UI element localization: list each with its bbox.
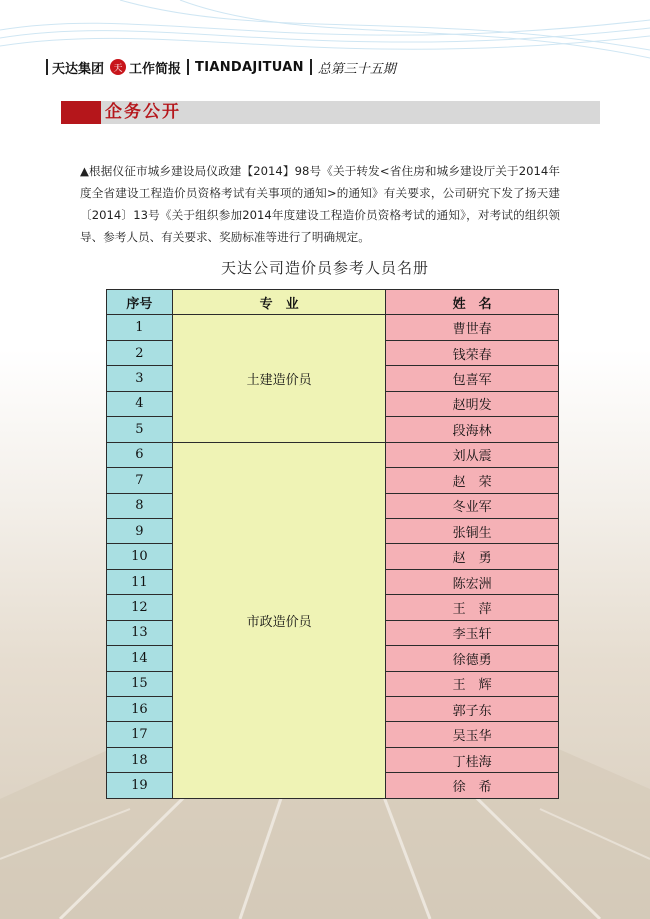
row-number: 15 xyxy=(107,671,173,696)
row-number: 2 xyxy=(107,340,173,365)
person-name: 王 辉 xyxy=(386,671,559,696)
section-heading-bar xyxy=(61,101,600,124)
person-name: 包喜军 xyxy=(386,366,559,391)
issue-number: 总第三十五期 xyxy=(317,61,396,77)
row-number: 14 xyxy=(107,646,173,671)
person-name: 徐 希 xyxy=(386,773,559,798)
header-no: 序号 xyxy=(107,290,173,315)
person-name: 赵 荣 xyxy=(386,468,559,493)
person-name: 赵 勇 xyxy=(386,544,559,569)
group-name: 天达集团 xyxy=(52,61,105,77)
table-row xyxy=(107,442,559,467)
table-header-row xyxy=(107,290,559,315)
row-number: 13 xyxy=(107,620,173,645)
major-group: 市政造价员 xyxy=(172,442,386,798)
section-title: 企务公开 xyxy=(105,102,181,122)
section-accent-block xyxy=(61,101,101,124)
person-name: 郭子东 xyxy=(386,697,559,722)
table-row xyxy=(107,315,559,340)
row-number: 9 xyxy=(107,518,173,543)
roster-table xyxy=(106,289,559,799)
person-name: 冬业军 xyxy=(386,493,559,518)
person-name: 丁桂海 xyxy=(386,747,559,772)
table-title: 天达公司造价员参考人员名册 xyxy=(220,259,429,277)
header-name: 姓 名 xyxy=(386,290,559,315)
person-name: 钱荣春 xyxy=(386,340,559,365)
header-divider xyxy=(310,59,312,75)
person-name: 赵明发 xyxy=(386,391,559,416)
person-name: 曹世春 xyxy=(386,315,559,340)
company-logo-icon: 天 xyxy=(110,59,126,75)
person-name: 刘从震 xyxy=(386,442,559,467)
major-group: 土建造价员 xyxy=(172,315,386,442)
header-divider xyxy=(46,59,48,75)
row-number: 12 xyxy=(107,595,173,620)
newsletter-name: 工作简报 xyxy=(129,61,182,77)
header-divider xyxy=(187,59,189,75)
person-name: 李玉轩 xyxy=(386,620,559,645)
row-number: 16 xyxy=(107,697,173,722)
person-name: 陈宏洲 xyxy=(386,569,559,594)
row-number: 10 xyxy=(107,544,173,569)
row-number: 1 xyxy=(107,315,173,340)
group-latin-name: TIANDAJITUAN xyxy=(195,59,304,75)
row-number: 3 xyxy=(107,366,173,391)
newsletter-header xyxy=(46,56,396,78)
notice-paragraph: ▲根据仪征市城乡建设局仪政建【2014】98号《关于转发<省住房和城乡建设厅关于2014年度全省建设工程造价员资格考试有关事项的通知>的通知》有关要求，公司研究下发了扬天建〔2014〕13号《关于组织参加2014年度建设工程造价员资格考试的通知》，对考试的组织领导、参考人员、有关要求、奖励标准等进行了明确规定。 xyxy=(80,164,560,244)
person-name: 段海林 xyxy=(386,417,559,442)
row-number: 19 xyxy=(107,773,173,798)
row-number: 5 xyxy=(107,417,173,442)
row-number: 4 xyxy=(107,391,173,416)
person-name: 张铜生 xyxy=(386,518,559,543)
person-name: 徐德勇 xyxy=(386,646,559,671)
row-number: 11 xyxy=(107,569,173,594)
roster-body xyxy=(107,315,559,798)
row-number: 7 xyxy=(107,468,173,493)
row-number: 17 xyxy=(107,722,173,747)
person-name: 吴玉华 xyxy=(386,722,559,747)
row-number: 8 xyxy=(107,493,173,518)
header-major: 专 业 xyxy=(172,290,386,315)
row-number: 18 xyxy=(107,747,173,772)
row-number: 6 xyxy=(107,442,173,467)
person-name: 王 萍 xyxy=(386,595,559,620)
